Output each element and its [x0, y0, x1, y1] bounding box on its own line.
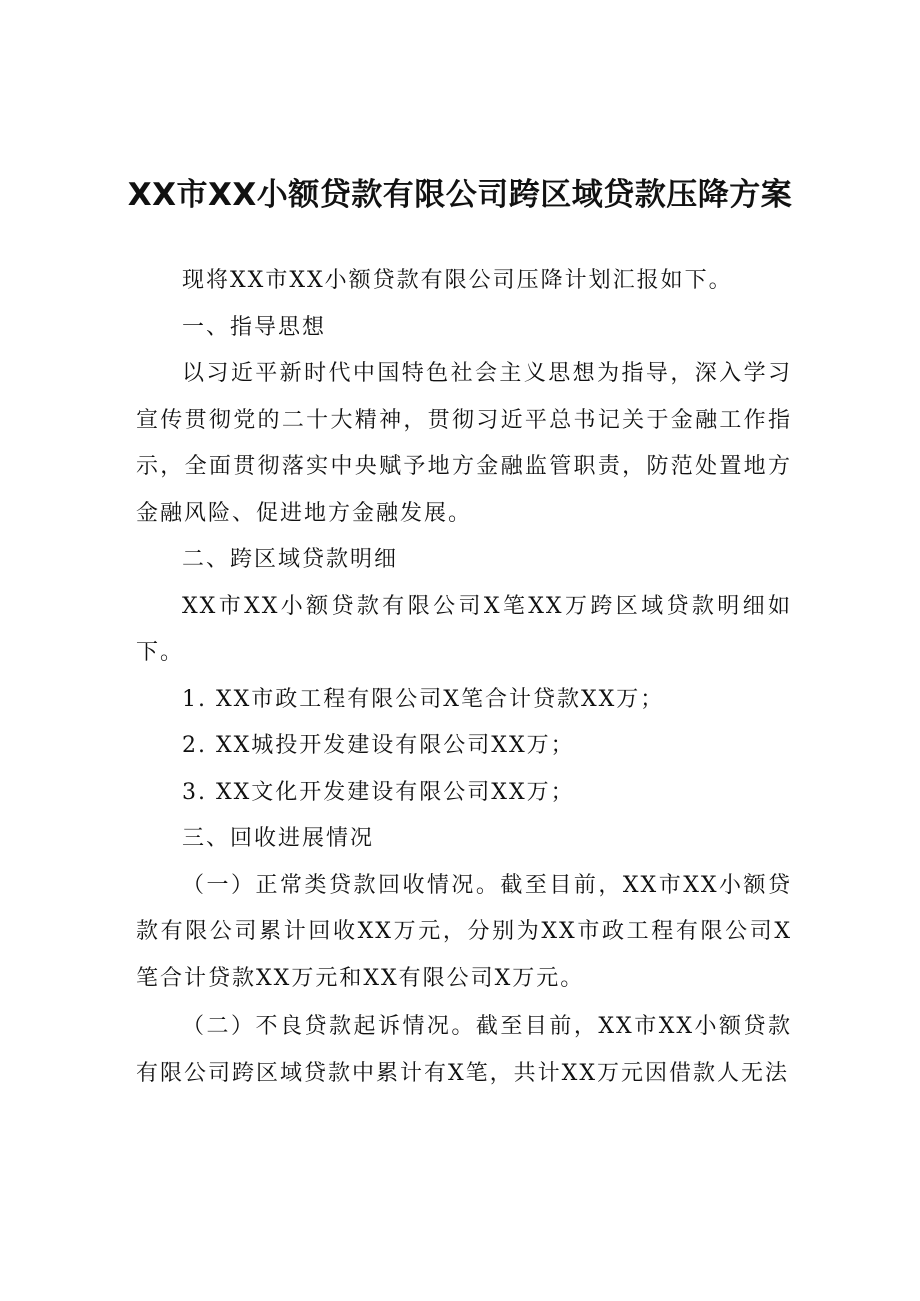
section-heading-recovery-progress: 三、回收进展情况 — [182, 826, 375, 851]
bad-loans-paragraph: （二）不良贷款起诉情况。截至目前，XX市XX小额贷款有限公司跨区域贷款中累计有X笔，共计XX万元因借款人无法 — [136, 1014, 792, 1086]
loan-details-intro: XX市XX小额贷款有限公司X笔XX万跨区域贷款明细如下。 — [136, 593, 792, 665]
document-title: XX市XX小额贷款有限公司跨区域贷款压降方案 — [127, 177, 793, 213]
guiding-thought-paragraph: 以习近平新时代中国特色社会主义思想为指导，深入学习宣传贯彻党的二十大精神，贯彻习近平总书记关于金融工作指示，全面贯彻落实中央赋予地方金融监管职责，防范处置地方金融风险、促进地方金融发展。 — [136, 361, 792, 526]
normal-loans-paragraph: （一）正常类贷款回收情况。截至目前，XX市XX小额贷款有限公司累计回收XX万元，分别为XX市政工程有限公司X笔合计贷款XX万元和XX有限公司X万元。 — [136, 872, 792, 991]
section-heading-guiding-thought: 一、指导思想 — [182, 314, 327, 340]
intro-paragraph: 现将XX市XX小额贷款有限公司压降计划汇报如下。 — [182, 268, 733, 293]
section-heading-loan-details: 二、跨区域贷款明细 — [182, 547, 399, 572]
loan-detail-item-3: 3. XX文化开发建设有限公司XX万； — [182, 779, 575, 805]
loan-detail-item-2: 2. XX城投开发建设有限公司XX万； — [182, 733, 575, 758]
document-body — [136, 258, 792, 1097]
loan-detail-item-1: 1. XX市政工程有限公司X笔合计贷款XX万； — [182, 686, 665, 712]
